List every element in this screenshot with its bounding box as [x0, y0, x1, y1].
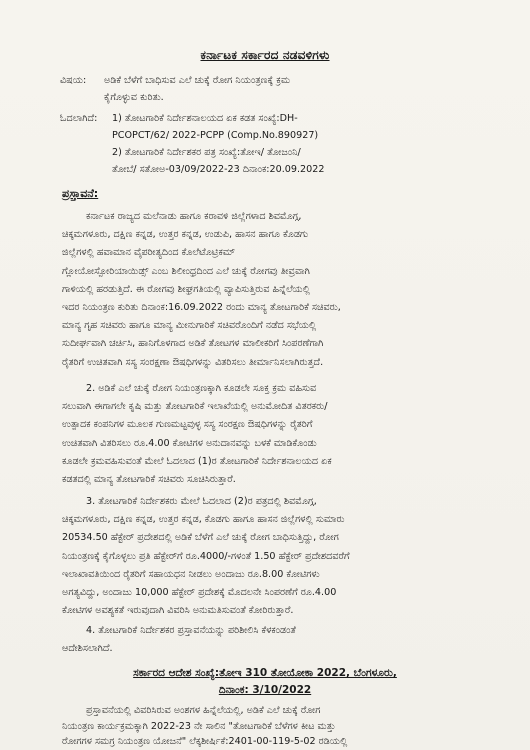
paragraph-line: ಉಚಿತವಾಗಿ ವಿತರಿಸಲು ರೂ.4.00 ಕೋಟಿಗಳ ಅನುದಾನವನ್ನು ಬಳಕೆ ಮಾಡಿಕೊಂಡು: [62, 437, 317, 449]
reference-label: ಓದಲಾಗಿದೆ:: [60, 113, 98, 124]
reference-line: PCOPCT/62/ 2022-PCPP (Comp.No.890927): [112, 130, 319, 141]
paragraph-line: ಅಗತ್ಯವಿದ್ದು, ಅಂದಾಜು 10,000 ಹೆಕ್ಟೇರ್ ಪ್ರದೇಶಕ್ಕೆ ಮೊದಲನೇ ಸಿಂಪರಣೆಗೆ ರೂ.4.00: [62, 587, 337, 599]
subject-line: ಕೈಗೊಳ್ಳುವ ಕುರಿತು.: [104, 92, 164, 103]
paragraph-line: ಸಲುವಾಗಿ ಈಗಾಗಲೇ ಕೃಷಿ ಮತ್ತು ತೋಟಗಾರಿಕೆ ಇಲಾಖೆಯಲ್ಲಿ ಅನುಮೋದಿತ ವಿತರಕರು/: [62, 401, 328, 413]
document-title: ಕರ್ನಾಟಕ ಸರ್ಕಾರದ ನಡವಳಿಗಳು: [200, 48, 330, 62]
paragraph-line: ಆದೇಶಿಸಲಾಗಿದೆ.: [62, 643, 113, 655]
paragraph-line: ನಿಯಂತ್ರಣಕ್ಕೆ ಕೈಗೊಳ್ಳಲು ಪ್ರತಿ ಹೆಕ್ಟೇರ್‌ಗೆ ರೂ.4000/-ಗಳಂತೆ 1.50 ಹೆಕ್ಟೇರ್ ಪ್ರದೇಶದವರೆಗೆ: [62, 550, 350, 562]
subject-label: ವಿಷಯ:: [60, 75, 87, 86]
paragraph-line: ಇದರ ನಿಯಂತ್ರಣ ಕುರಿತು ದಿನಾಂಕ:16.09.2022 ರಂದು ಮಾನ್ಯ ತೋಟಗಾರಿಕೆ ಸಚಿವರು,: [62, 302, 341, 314]
paragraph-line: ಕರ್ನಾಟಕ ರಾಜ್ಯದ ಮಲೆನಾಡು ಹಾಗೂ ಕರಾವಳಿ ಜಿಲ್ಲೆಗಳಾದ ಶಿವಮೊಗ್ಗ,: [86, 211, 302, 222]
order-paragraph: [62, 703, 482, 750]
preamble-heading: ಪ್ರಸ್ತಾವನೆ:: [62, 187, 99, 200]
paragraph-line: 20534.50 ಹೆಕ್ಟೇರ್ ಪ್ರದೇಶದಲ್ಲಿ ಅಡಿಕೆ ಬೆಳೆಗೆ ಎಲೆ ಚುಕ್ಕೆ ರೋಗ ಬಾಧಿಸುತ್ತಿದ್ದು, ರೋಗ: [62, 532, 339, 544]
order-date: ದಿನಾಂಕ: 3/10/2022: [218, 684, 312, 696]
reference-line: ತೋಬೆ/ ಸತೋಅ-03/09/2022-23 ದಿನಾಂಕ:20.09.2022: [112, 164, 325, 175]
paragraph-line: 3. ತೋಟಗಾರಿಕೆ ನಿರ್ದೇಶಕರು ಮೇಲೆ ಓದಲಾದ (2)ರ ಪತ್ರದಲ್ಲಿ ಶಿವಮೊಗ್ಗ,: [86, 496, 317, 507]
paragraph-line: ರೋಗಗಳ ಸಮಗ್ರ ನಿಯಂತ್ರಣ ಯೋಜನೆ" ಲೆಕ್ಕಶೀರ್ಷಿಕೆ:2401-00-119-5-02 ರಡಿಯಲ್ಲಿ: [62, 736, 348, 747]
paragraph-line: ಚಿಕ್ಕಮಗಳೂರು, ದಕ್ಷಿಣ ಕನ್ನಡ, ಉತ್ತರ ಕನ್ನಡ, ಕೊಡಗು ಹಾಗೂ ಹಾಸನ ಜಿಲ್ಲೆಗಳಲ್ಲಿ ಸುಮಾರು: [62, 514, 345, 526]
reference-line: 1) ತೋಟಗಾರಿಕೆ ನಿರ್ದೇಶನಾಲಯದ ಏಕ ಕಡತ ಸಂಖ್ಯೆ:DH-: [112, 113, 298, 124]
order-number: ಸರ್ಕಾರದ ಆದೇಶ ಸಂಖ್ಯೆ:ತೋಇ 310 ತೋಯೋಕಾ 2022, ಬೆಂಗಳೂರು,: [133, 667, 397, 679]
paragraph-3: [62, 493, 482, 620]
paragraph-line: ಮಾನ್ಯ ಗೃಹ ಸಚಿವರು ಹಾಗೂ ಮಾನ್ಯ ಮೀನುಗಾರಿಕೆ ಸಚಿವರೊಂದಿಗೆ ನಡೆದ ಸಭೆಯಲ್ಲಿ: [62, 320, 317, 332]
paragraph-line: ಉತ್ಪಾದಕ ಕಂಪನಿಗಳ ಮೂಲಕ ಗುಣಮಟ್ಟವುಳ್ಳ ಸಸ್ಯ ಸಂರಕ್ಷಣ ಔಷಧಿಗಳನ್ನು ರೈತರಿಗೆ: [62, 419, 313, 431]
paragraph-line: ಚಿಕ್ಕಮಗಳೂರು, ದಕ್ಷಿಣ ಕನ್ನಡ, ಉತ್ತರ ಕನ್ನಡ, ಉಡುಪಿ, ಹಾಸನ ಹಾಗೂ ಕೊಡಗು: [62, 229, 309, 241]
paragraph-line: 4. ತೋಟಗಾರಿಕೆ ನಿರ್ದೇಶಕರ ಪ್ರಸ್ತಾವನೆಯನ್ನು ಪರಿಶೀಲಿಸಿ ಕೆಳಕಂಡಂತೆ: [86, 625, 296, 636]
paragraph-2: [62, 380, 482, 489]
paragraph-line: 2. ಅಡಿಕೆ ಎಲೆ ಚುಕ್ಕೆ ರೋಗ ನಿಯಂತ್ರಣಕ್ಕಾಗಿ ಕೂಡಲೇ ಸೂಕ್ತ ಕ್ರಮ ವಹಿಸುವ: [86, 383, 317, 394]
paragraph-line: ಕೋಟಿಗಳ ಅವಶ್ಯಕತೆ ಇರುವುದಾಗಿ ವಿವರಿಸಿ ಅನುಮತಿಸುವಂತೆ ಕೋರಿರುತ್ತಾರೆ.: [62, 605, 294, 617]
paragraph-1: [62, 208, 482, 372]
order-heading: [40, 665, 490, 699]
paragraph-line: ಪ್ರಸ್ತಾವನೆಯಲ್ಲಿ ವಿವರಿಸಿರುವ ಅಂಶಗಳ ಹಿನ್ನೆಲೆಯಲ್ಲಿ, ಅಡಿಕೆ ಎಲೆ ಚುಕ್ಕೆ ರೋಗ: [86, 705, 321, 716]
paragraph-line: ರೈತರಿಗೆ ಉಚಿತವಾಗಿ ಸಸ್ಯ ಸಂರಕ್ಷಣಾ ಔಷಧಿಗಳನ್ನು ವಿತರಿಸಲು ತೀರ್ಮಾನಿಸಲಾಗಿರುತ್ತದೆ.: [62, 356, 324, 368]
reference-line: 2) ತೋಟಗಾರಿಕೆ ನಿರ್ದೇಶಕರ ಪತ್ರ ಸಂಖ್ಯೆ:ತೋಇ/ ತೋಜಂನಿ/: [112, 147, 301, 158]
paragraph-line: ಗಾಳಿಯಲ್ಲಿ ಹರಡುತ್ತಿದೆ. ಈ ರೋಗವು ಶೀಘ್ರಗತಿಯಲ್ಲಿ ವ್ಯಾಪಿಸುತ್ತಿರುವ ಹಿನ್ನೆಲೆಯಲ್ಲಿ: [62, 283, 310, 295]
paragraph-line: ಜಿಲ್ಲೆಗಳಲ್ಲಿ ಹವಾಮಾನ ವೈಪರೀತ್ಯದಿಂದ ಕೊಲೆಟೊಟ್ರಿಕಮ್: [62, 247, 236, 259]
paragraph-line: ಕಡತದಲ್ಲಿ ಮಾನ್ಯ ತೋಟಗಾರಿಕೆ ಸಚಿವರು ಸೂಚಿಸಿರುತ್ತಾರೆ.: [62, 474, 236, 486]
paragraph-line: ಸುದೀರ್ಘವಾಗಿ ಚರ್ಚಿಸಿ, ಹಾನಿಗೊಳಗಾದ ಅಡಿಕೆ ತೋಟಗಳ ಮಾಲೀಕರಿಗೆ ಸಿಂಪರಣೆಗಾಗಿ: [62, 338, 324, 350]
subject-line: ಅಡಿಕೆ ಬೆಳೆಗೆ ಬಾಧಿಸುವ ಎಲೆ ಚುಕ್ಕೆ ರೋಗ ನಿಯಂತ್ರಣಕ್ಕೆ ಕ್ರಮ: [104, 75, 291, 86]
paragraph-line: ಕೂಡಲೇ ಕ್ರಮವಹಿಸುವಂತೆ ಮೇಲೆ ಓದಲಾದ (1)ರ ತೋಟಗಾರಿಕೆ ನಿರ್ದೇಶನಾಲಯದ ಏಕ: [62, 455, 332, 467]
paragraph-line: ಗ್ಲೋಯೋಸ್ಪೋರಿಯಾಯಿಡ್ಸ್ ಎಂಬ ಶಿಲೀಂಧ್ರದಿಂದ ಎಲೆ ಚುಕ್ಕೆ ರೋಗವು ತೀವ್ರವಾಗಿ: [62, 265, 310, 277]
paragraph-4: [62, 622, 482, 658]
paragraph-line: ನಿಯಂತ್ರಣ ಕಾರ್ಯಕ್ರಮಕ್ಕಾಗಿ 2022-23 ನೇ ಸಾಲಿನ "ತೋಟಗಾರಿಕೆ ಬೆಳೆಗಳ ಕೀಟ ಮತ್ತು: [62, 720, 336, 732]
paragraph-line: ಇಲಾಖಾವತಿಯಿಂದ ರೈತರಿಗೆ ಸಹಾಯಧನ ನೀಡಲು ಅಂದಾಜು ರೂ.8.00 ಕೋಟಿಗಳು: [62, 568, 320, 580]
